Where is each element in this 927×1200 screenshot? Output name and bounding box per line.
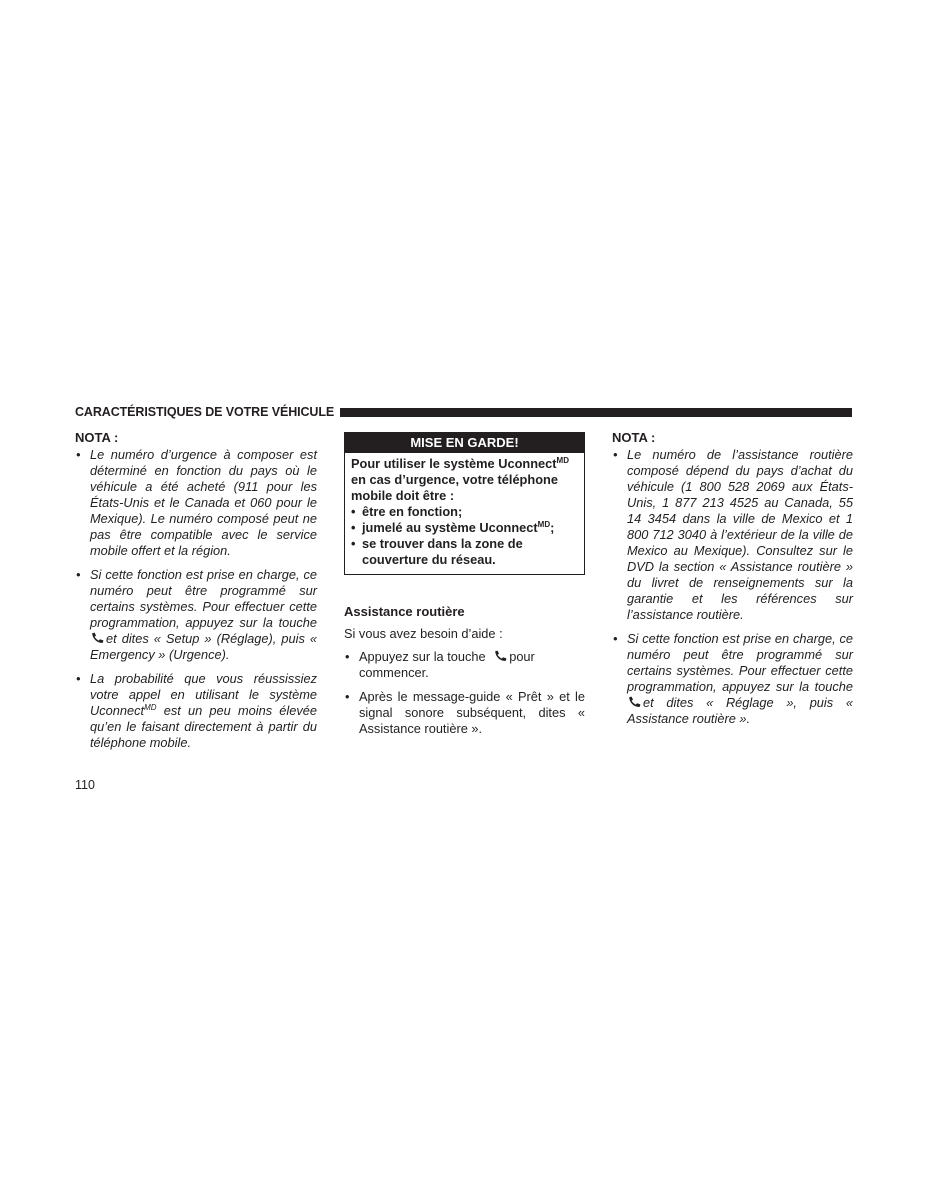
- list-item: • Après le message-guide « Prêt » et le signal sonore subséquent, dites « Assistance routière ».: [344, 689, 585, 737]
- warning-intro: Pour utiliser le système Uconnect$^{MD}$ en cas d’urgence, votre téléphone mobile doit être :: [351, 456, 569, 503]
- list-item: • Si cette fonction est prise en charge, ce numéro peut être programmé sur certains systèmes. Pour effectuer cette programmation, appuyez sur la touche et dites « Setup » (Réglage), puis « Emergency » (Urgence).: [75, 567, 317, 663]
- nota-list: [75, 447, 317, 751]
- warning-box: [344, 432, 585, 575]
- list-item: • jumelé au système Uconnect$^{MD}$;: [351, 520, 578, 536]
- subheading-roadside: Assistance routière: [344, 604, 465, 619]
- list-item: • Le numéro d’urgence à composer est déterminé en fonction du pays où le véhicule a été acheté (911 pour les États-Unis et le Canada et 060 pour le Mexique). Le numéro composé peut ne pas être compatible avec le service mobile offert et la région.: [75, 447, 317, 559]
- section-header: [75, 405, 852, 419]
- steps-list: [344, 649, 585, 737]
- list-item: • Le numéro de l’assistance routière composé dépend du pays d’achat du véhicule (1 800 528 2069 aux États-Unis, 1 877 213 4525 au Canada, 55 14 3454 dans la ville de Mexico et 1 800 712 3040 à l’extérieur de la ville de Mexico au Mexique). Consultez sur le DVD la section « Assistance routière » du livret de renseignements sur la garantie et les références sur l’assistance routière.: [612, 447, 853, 623]
- column-middle: [344, 430, 585, 745]
- warning-list: [351, 504, 578, 568]
- list-item: • Appuyez sur la touche pour commencer.: [344, 649, 585, 681]
- column-right: [612, 430, 853, 735]
- intro-text: Si vous avez besoin d’aide :: [344, 626, 503, 641]
- nota-list: [612, 447, 853, 727]
- list-item: • La probabilité que vous réussissiez votre appel en utilisant le système Uconnect$^{MD}$ est un peu moins élevée qu’en le faisant directement à partir du téléphone mobile.: [75, 671, 317, 751]
- nota-heading: NOTA :: [75, 430, 119, 445]
- list-item: • se trouver dans la zone de couverture du réseau.: [351, 536, 578, 568]
- header-rule: [333, 408, 852, 417]
- column-left: [75, 430, 317, 759]
- phone-icon: [493, 650, 508, 662]
- phone-icon: [90, 632, 105, 644]
- section-title: CARACTÉRISTIQUES DE VOTRE VÉHICULE: [75, 405, 340, 419]
- nota-heading: NOTA :: [612, 430, 656, 445]
- warning-body: [345, 453, 584, 574]
- list-item: • Si cette fonction est prise en charge, ce numéro peut être programmé sur certains systèmes. Pour effectuer cette programmation, appuyez sur la touche et dites « Réglage », puis « Assistance routière ».: [612, 631, 853, 727]
- warning-title: MISE EN GARDE!: [345, 433, 584, 453]
- list-item: • être en fonction;: [351, 504, 578, 520]
- phone-icon: [627, 696, 642, 708]
- page-number: 110: [75, 778, 95, 792]
